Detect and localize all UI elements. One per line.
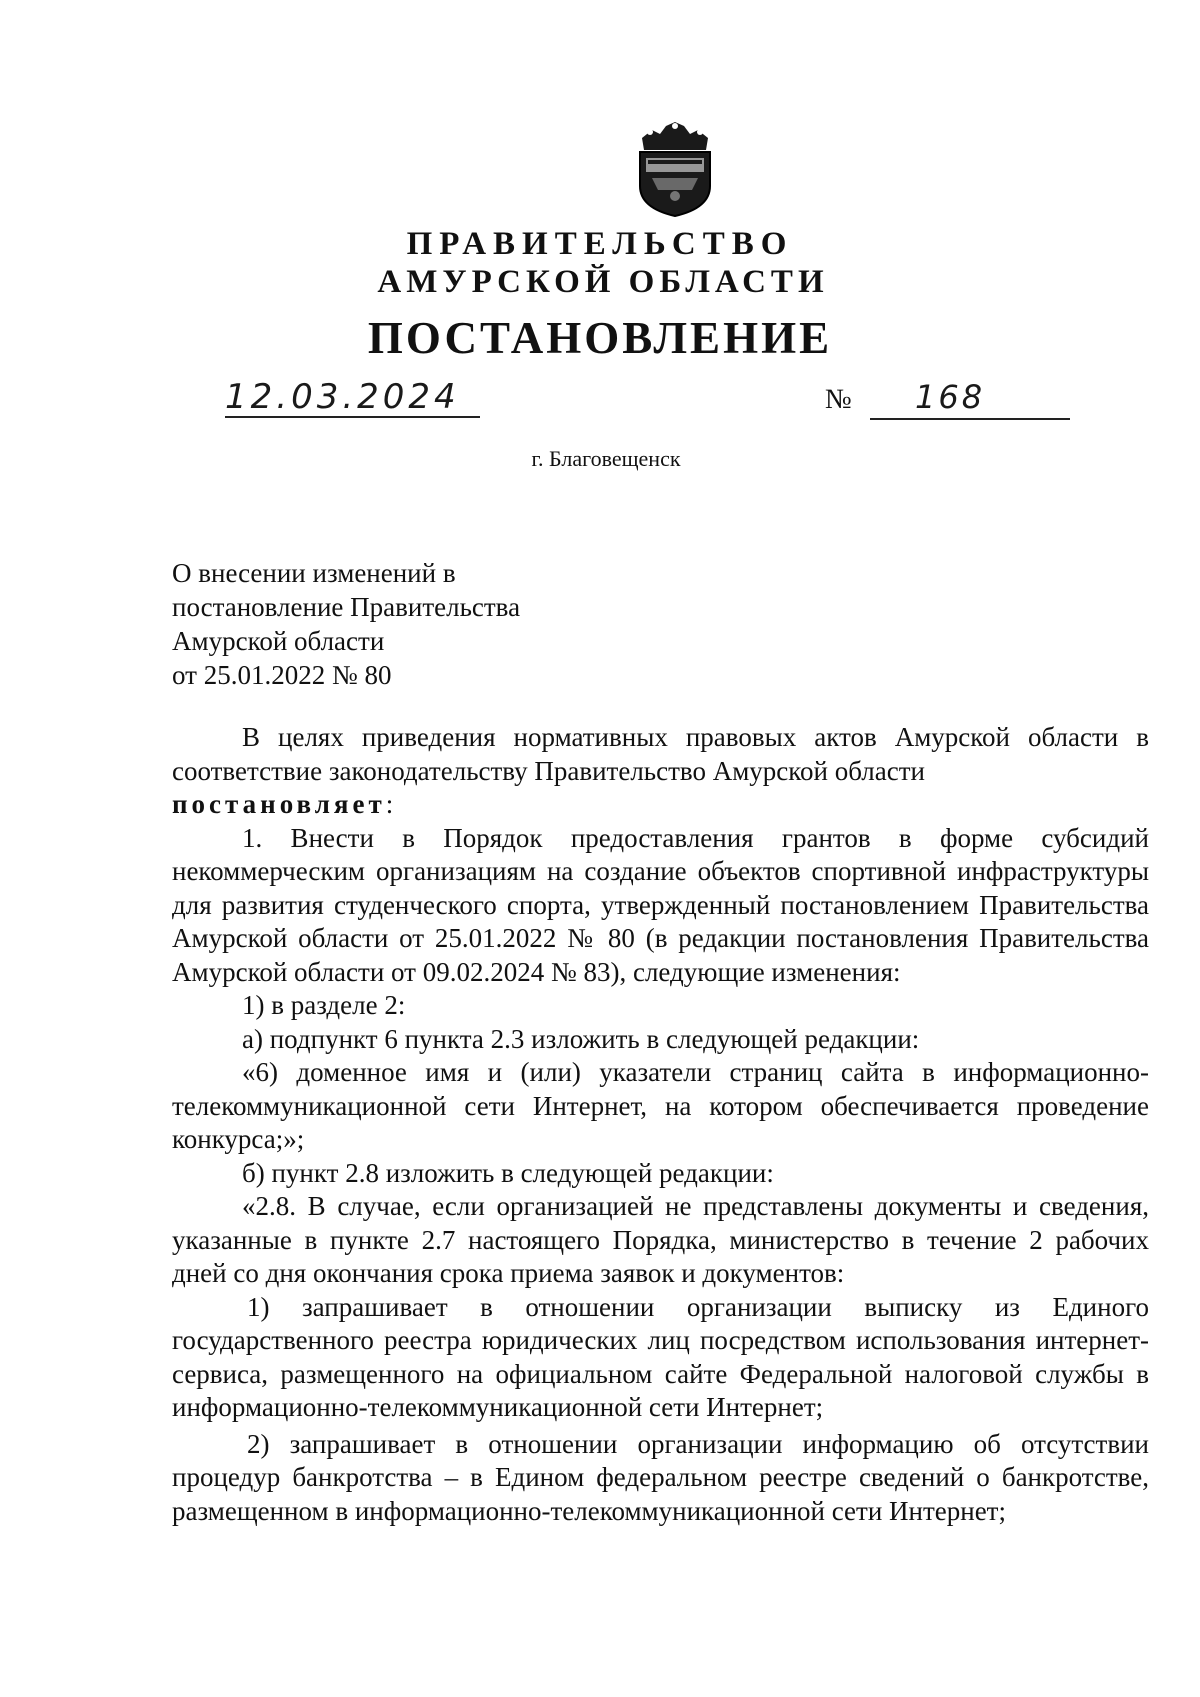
number-sign: № [825,384,852,415]
subject-line: постановление Правительства [172,592,521,622]
subject-line: от 25.01.2022 № 80 [172,660,392,690]
paragraph: «2.8. В случае, если организацией не представлены документы и сведения, указанные в пункте 2.7 настоящего Порядка, министерство в течение 2 рабочих дней со дня окончания срока приема заявок и документов: [172,1191,1149,1288]
subject-line: Амурской области [172,626,385,656]
city: г. Благовещенск [531,446,681,471]
org-title-line1: ПРАВИТЕЛЬСТВО [406,226,794,262]
document-number: 168 [915,378,986,416]
resolves-line [172,788,1149,822]
subject-line: О внесении изменений в [172,558,456,588]
paragraph: 2) запрашивает в отношении организации информацию об отсутствии процедур банкротства – в Едином федеральном реестре сведений о банкротстве, размещенном в информационно-телекоммуникационной сети Интернет; [172,1428,1149,1526]
coat-of-arms-icon [630,120,720,218]
paragraph: б) пункт 2.8 изложить в следующей редакции: [242,1157,774,1188]
paragraph: а) подпункт 6 пункта 2.3 изложить в следующей редакции: [242,1023,920,1054]
document-body [172,721,1149,1528]
paragraph: 1) запрашивает в отношении организации выписку из Единого государственного реестра юридических лиц посредством использования интернет-сервиса, размещенного на официальном сайте Федеральной налоговой службы в информационно-телекоммуникационной сети Интернет; [172,1291,1149,1422]
number-underline [870,418,1070,420]
resolves-colon: : [385,789,394,819]
paragraph: 1. Внести в Порядок предоставления грантов в форме субсидий некоммерческим организациям на создание объектов спортивной инфраструктуры для развития студенческого спорта, утвержденный постановлением Правительства Амурской области от 25.01.2022 № 80 (в редакции постановления Правительства Амурской области от 09.02.2024 № 83), следующие изменения: [172,822,1149,987]
paragraph: 1) в разделе 2: [242,990,406,1020]
resolves-word: постановляет [172,789,386,819]
document-subject [172,556,520,692]
preamble: В целях приведения нормативных правовых актов Амурской области в соответствие законодательству Правительство Амурской области [172,722,1149,786]
document-type: ПОСТАНОВЛЕНИЕ [367,313,833,363]
paragraph: «6) доменное имя и (или) указатели страниц сайта в информационно-телекоммуникационной сети Интернет, на котором обеспечивается проведение конкурса;»; [172,1057,1149,1154]
document-date: 12.03.2024 [225,378,480,418]
org-title-line2: АМУРСКОЙ ОБЛАСТИ [377,264,829,300]
